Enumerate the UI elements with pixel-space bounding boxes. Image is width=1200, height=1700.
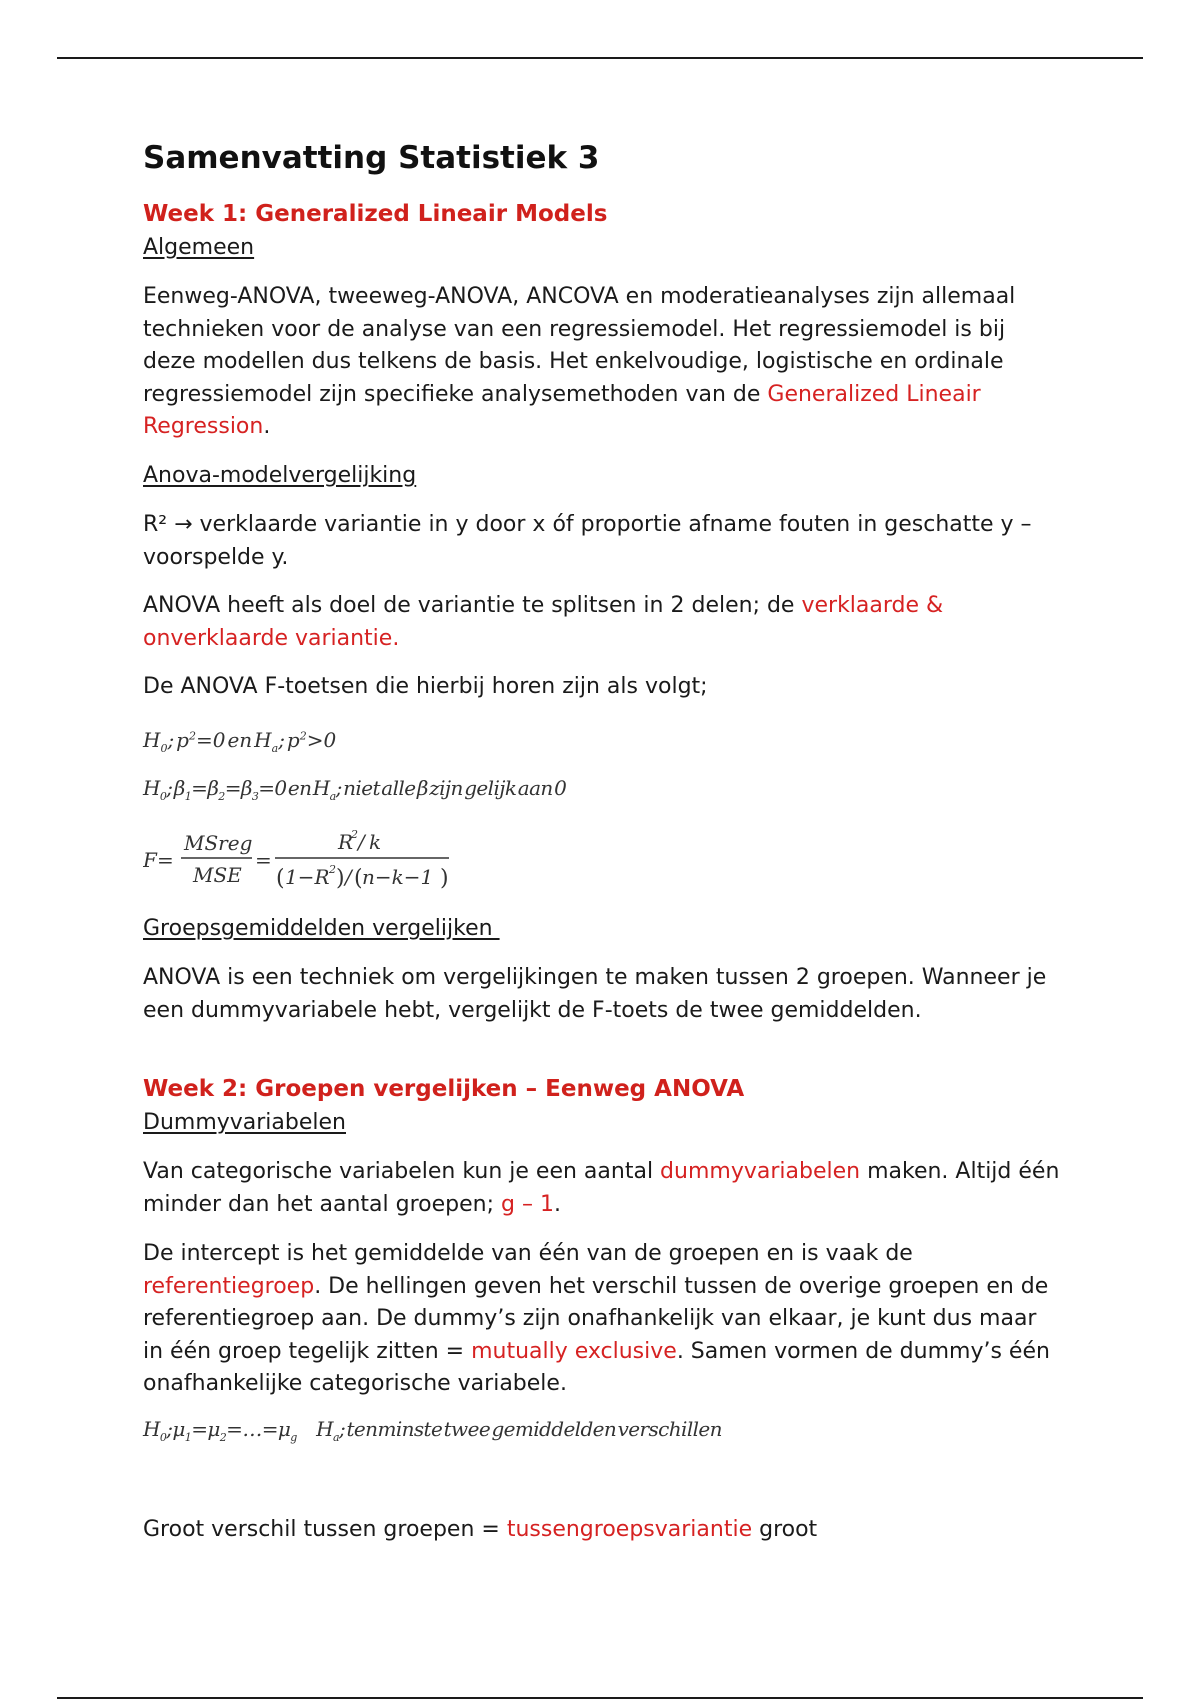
svg-text:n−k−1: n−k−1 [362,865,434,889]
variantie-highlight: verklaarde & onverklaarde variantie. [143,593,944,651]
tussengroep-text1: Groot verschil tussen groepen = [143,1517,507,1542]
tussengroep-text2: groot [752,1517,818,1542]
document-title: Samenvatting Statistiek 3 [143,140,600,176]
g-minus-1-highlight: g – 1 [501,1191,554,1217]
top-rule [57,57,1143,59]
mutually-exclusive-highlight: mutually exclusive [471,1338,677,1364]
anova-model-heading: Anova-modelvergelijking [143,463,417,488]
svg-text:1−R: 1−R [285,865,330,889]
ftoets-paragraph: De ANOVA F-toetsen die hierbij horen zijn als volgt; [143,674,708,699]
algemeen-paragraph [143,281,1063,444]
svg-text:(: ( [276,866,285,891]
anova-paragraph [143,590,1063,655]
algemeen-text: Eenweg-ANOVA, tweeweg-ANOVA, ANCOVA en moderatieanalyses zijn allemaal technieken voor de analyse van een regressiemodel. Het regressiemodel is bij deze modellen dus telkens de basis. Het enkelvoudige, logistische en ordinale regressiemodel zijn specifieke analysemethoden van de [143,284,1016,407]
tussengroep-paragraph [143,1514,1063,1547]
formula-f-ratio [143,822,463,894]
r2-paragraph: R² → verklaarde variantie in y door x óf proportie afname fouten in geschatte y – voorspelde y. [143,512,1032,570]
dummy-heading: Dummyvariabelen [143,1110,346,1135]
svg-text:2: 2 [329,863,336,876]
groeps-paragraph: ANOVA is een techniek om vergelijkingen te maken tussen 2 groepen. Wanneer je een dummyvariabele hebt, vergelijkt de F-toets de twee gemiddelden. [143,965,1047,1023]
algemeen-heading: Algemeen [143,235,255,260]
week2-heading: Week 2: Groepen vergelijken – Eenweg ANOVA [143,1076,745,1102]
formula-h0-p2: $H_0$; $p^2=0$ en $H_a$; $p^2>0$ [143,728,337,755]
svg-text:/: / [345,865,352,889]
svg-text:MSreg: MSreg [184,831,253,855]
dummy-p1-text3: . [553,1191,561,1217]
dummy-p1-text2: maken. Altijd één minder dan het aantal groepen; [143,1159,1060,1217]
formula-h0-mu: $H_0;\mu_1=\mu_2=\dots=\mu_g$ $H_a$; tenminste twee gemiddelden verschillen [143,1417,722,1444]
svg-text:): ) [440,866,449,891]
bottom-rule [57,1697,1143,1699]
anova-text: ANOVA heeft als doel de variantie te splitsen in 2 delen; de [143,593,802,618]
svg-text:/: / [358,830,365,854]
svg-text:k: k [369,830,382,854]
dummy-p2-text1: De intercept is het gemiddelde van één van de groepen en is vaak de [143,1241,913,1266]
glr-highlight: Generalized Lineair Regression [143,381,981,439]
svg-text:2: 2 [351,828,358,841]
formula-h0-beta: $H_0$; $\beta_1=\beta_2=\beta_3=0$ en $H_a$; niet alle β zijn gelijk aan 0 [143,776,567,803]
dummyvariabelen-highlight: dummyvariabelen [660,1159,861,1184]
algemeen-end: . [263,414,271,439]
dummy-p2-text2: . De hellingen geven het verschil tussen de overige groepen en de referentiegroep aan. De dummy’s zijn onafhankelijk van elkaar, je kunt dus maar in één groep tegelijk zitten = [143,1273,1049,1364]
groeps-heading: Groepsgemiddelden vergelijken [143,916,500,941]
svg-text:R: R [338,830,354,854]
svg-text:MSE: MSE [193,863,242,887]
svg-text:(: ( [354,866,363,891]
svg-text:): ) [336,866,345,891]
dummy-p1-text1: Van categorische variabelen kun je een aantal [143,1159,661,1184]
dummy-paragraph-1 [143,1156,1063,1221]
dummy-paragraph-2 [143,1238,1063,1401]
referentiegroep-highlight: referentiegroep [143,1273,315,1299]
week1-heading: Week 1: Generalized Lineair Models [143,201,608,227]
svg-text:F: F [143,848,157,872]
svg-text:=: = [255,848,272,872]
dummy-p2-text3: . Samen vormen de dummy’s één onafhankelijke categorische variabele. [143,1338,1050,1396]
tussengroepsvariantie-highlight: tussengroepsvariantie [506,1517,753,1542]
svg-text:=: = [157,848,174,872]
